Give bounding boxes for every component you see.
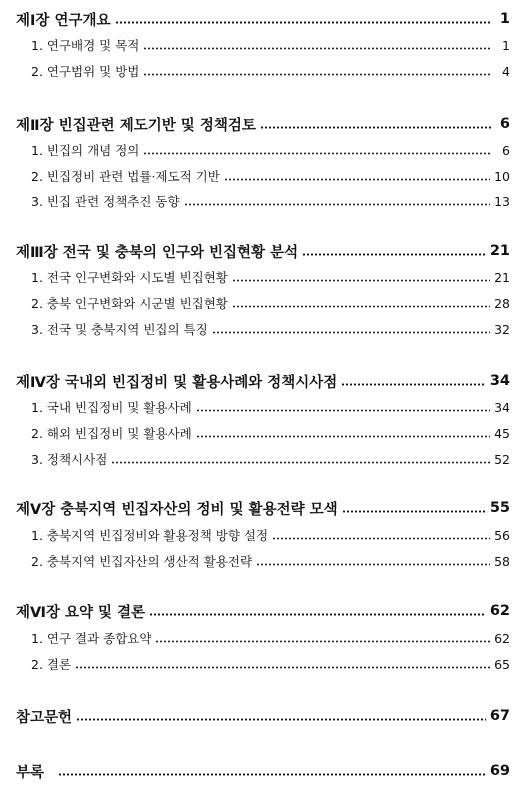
toc-title: 1. 국내 빈집정비 및 활용사례 [31, 400, 192, 415]
toc-page-number: 21 [494, 269, 510, 285]
toc-chapter-1[interactable] [0, 8, 525, 30]
toc-section-3-2[interactable] [0, 292, 525, 314]
toc-chapter-6[interactable] [0, 600, 525, 622]
toc-page-number: 32 [494, 321, 510, 337]
dot-leader [232, 279, 490, 282]
toc-title: 1. 연구 결과 종합요약 [31, 631, 152, 646]
toc-title: 2. 결론 [31, 657, 72, 672]
toc-title: 제Ⅵ장 요약 및 결론 [16, 604, 146, 621]
toc-page-number: 1 [499, 11, 510, 27]
toc-title: 제Ⅰ장 연구개요 [16, 12, 111, 29]
toc-title: 2. 해외 빈집정비 및 활용사례 [31, 426, 192, 441]
toc-page-number: 56 [494, 527, 510, 543]
toc-appendix[interactable] [0, 760, 525, 782]
toc-section-6-1[interactable] [0, 627, 525, 649]
toc-title: 1. 빈집의 개념 정의 [31, 143, 140, 158]
toc-section-2-2[interactable] [0, 165, 525, 187]
toc-title: 제Ⅳ장 국내외 빈집정비 및 활용사례와 정책시사점 [16, 374, 338, 391]
toc-title: 1. 전국 인구변화와 시도별 빈집현황 [31, 270, 228, 285]
toc-title: 2. 빈집정비 관련 법률·제도적 기반 [31, 169, 220, 184]
toc-title: 2. 연구범위 및 방법 [31, 64, 140, 79]
dot-leader [115, 21, 493, 24]
toc-page-number: 6 [502, 142, 510, 158]
dot-leader [143, 152, 492, 155]
toc-title: 3. 정책시사점 [31, 452, 108, 467]
dot-leader [196, 409, 490, 412]
dot-leader [75, 666, 490, 669]
toc-section-4-1[interactable] [0, 396, 525, 418]
toc-title: 3. 빈집 관련 정책추진 동향 [31, 194, 180, 209]
dot-leader [272, 537, 490, 540]
dot-leader [184, 203, 491, 206]
toc-title: 1. 충북지역 빈집정비와 활용정책 방향 설정 [31, 528, 269, 543]
toc-title: 제Ⅱ장 빈집관련 제도기반 및 정책검토 [16, 117, 256, 134]
toc-page-number: 55 [489, 500, 510, 516]
dot-leader [143, 47, 492, 50]
dot-leader [196, 435, 490, 438]
toc-page-number: 6 [499, 116, 510, 132]
toc-title: 3. 전국 및 충북지역 빈집의 특징 [31, 322, 208, 337]
toc-title: 1. 연구배경 및 목적 [31, 38, 140, 53]
toc-page-number: 21 [489, 243, 510, 259]
dot-leader [232, 305, 490, 308]
toc-page-number: 28 [494, 295, 510, 311]
toc-section-4-3[interactable] [0, 448, 525, 470]
toc-section-1-2[interactable] [0, 60, 525, 82]
toc-page-number: 10 [494, 168, 510, 184]
toc-section-3-1[interactable] [0, 266, 525, 288]
dot-leader [76, 718, 486, 721]
toc-page-number: 62 [494, 630, 510, 646]
toc-page-number: 4 [502, 63, 510, 79]
toc-page-number: 1 [502, 37, 510, 53]
dot-leader [111, 461, 490, 464]
dot-leader [256, 563, 490, 566]
toc-page-number: 69 [489, 763, 510, 779]
toc-chapter-5[interactable] [0, 497, 525, 519]
toc-page-number: 52 [494, 451, 510, 467]
toc-section-2-3[interactable] [0, 190, 525, 212]
toc-page-number: 13 [494, 193, 510, 209]
dot-leader [342, 510, 486, 513]
toc-page-number: 34 [489, 373, 510, 389]
toc-chapter-3[interactable] [0, 240, 525, 262]
toc-title: 부록 [16, 764, 45, 781]
toc-section-6-2[interactable] [0, 653, 525, 675]
toc-section-1-1[interactable] [0, 34, 525, 56]
toc-section-4-2[interactable] [0, 422, 525, 444]
toc-page-number: 58 [494, 553, 510, 569]
dot-leader [212, 331, 490, 334]
toc-section-5-1[interactable] [0, 524, 525, 546]
dot-leader [260, 126, 492, 129]
toc-section-5-2[interactable] [0, 550, 525, 572]
toc-title: 2. 충북지역 빈집자산의 생산적 활용전략 [31, 554, 253, 569]
dot-leader [155, 640, 490, 643]
dot-leader [224, 178, 490, 181]
toc-title: 제Ⅴ장 충북지역 빈집자산의 정비 및 활용전략 모색 [16, 501, 338, 518]
toc-references[interactable] [0, 705, 525, 727]
dot-leader [341, 383, 486, 386]
toc-title: 제Ⅲ장 전국 및 충북의 인구와 빈집현황 분석 [16, 244, 299, 261]
toc-page-number: 67 [489, 708, 510, 724]
toc-page-number: 45 [494, 425, 510, 441]
toc-section-3-3[interactable] [0, 318, 525, 340]
dot-leader [149, 613, 486, 616]
toc-page-number: 62 [489, 603, 510, 619]
toc-section-2-1[interactable] [0, 139, 525, 161]
toc-page-number: 34 [494, 399, 510, 415]
toc-title: 참고문헌 [16, 709, 73, 726]
toc-title: 2. 충북 인구변화와 시군별 빈집현황 [31, 296, 228, 311]
toc-chapter-2[interactable] [0, 113, 525, 135]
dot-leader [302, 253, 486, 256]
toc-chapter-4[interactable] [0, 370, 525, 392]
toc-page-number: 65 [494, 656, 510, 672]
dot-leader [58, 773, 486, 776]
dot-leader [143, 73, 492, 76]
